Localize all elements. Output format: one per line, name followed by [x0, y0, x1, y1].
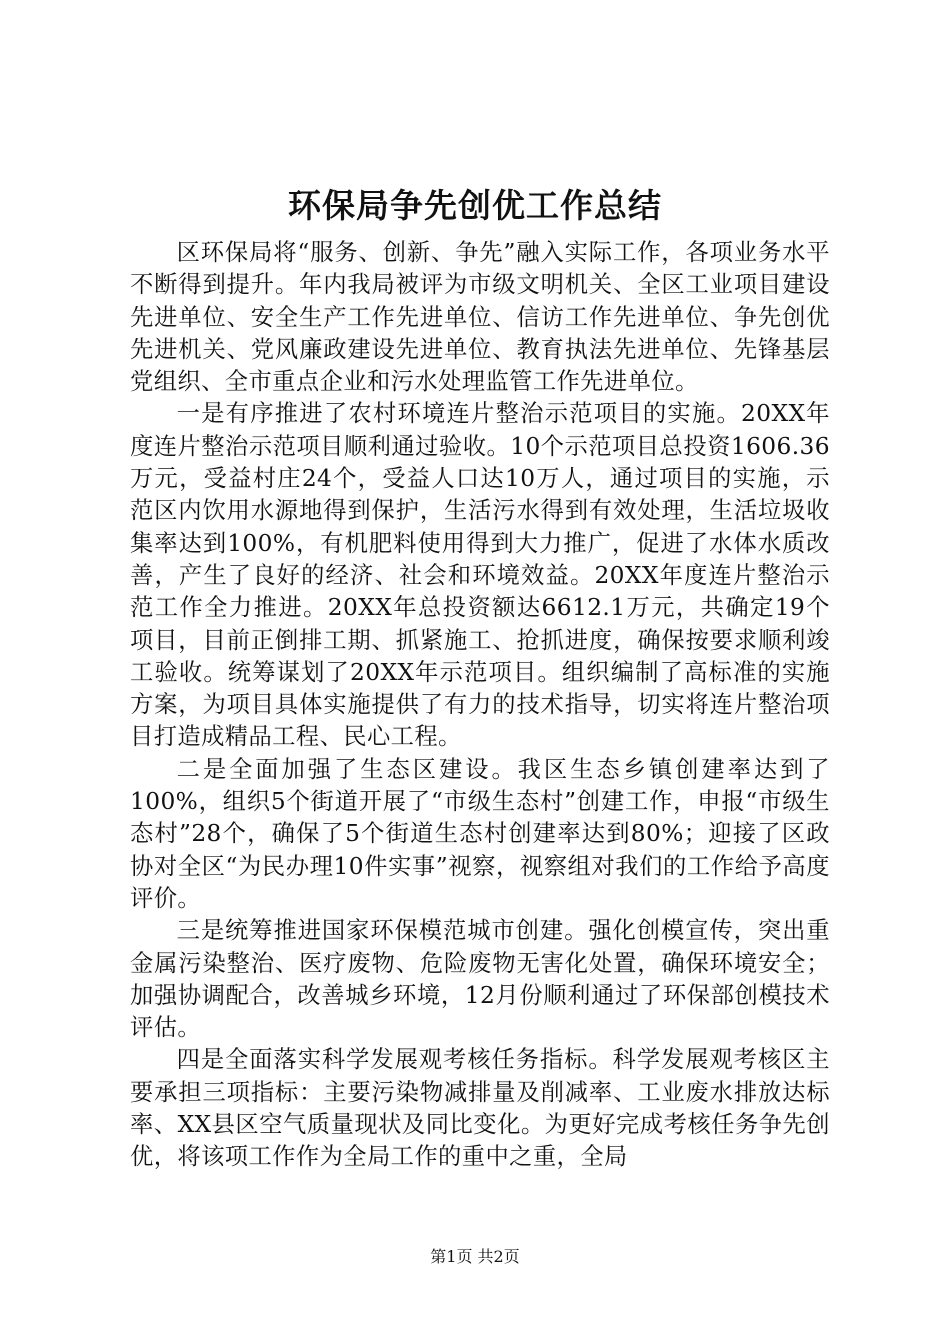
paragraph-intro: 区环保局将“服务、创新、争先”融入实际工作，各项业务水平不断得到提升。年内我局被评为市级文明机关、全区工业项目建设先进单位、安全生产工作先进单位、信访工作先进单位、争先创优先进机关、党风廉政建设先进单位、教育执法先进单位、先锋基层党组织、全市重点企业和污水处理监管工作先进单位。 [130, 239, 830, 396]
document-title: 环保局争先创优工作总结 [288, 186, 662, 225]
paragraph-model-city: 三是统筹推进国家环保模范城市创建。强化创模宣传，突出重金属污染整治、医疗废物、危险废物无害化处置，确保环境安全；加强协调配合，改善城乡环境，12月份顺利通过了环保部创模技术评估。 [130, 917, 830, 1042]
paragraph-ecological-district: 二是全面加强了生态区建设。我区生态乡镇创建率达到了100%，组织5个街道开展了“市级生态村”创建工作，申报“市级生态村”28个，确保了5个街道生态村创建率达到80%；迎接了区政协对全区“为民办理10件实事”视察，视察组对我们的工作给予高度评价。 [130, 755, 830, 912]
paragraph-assessment-indicators: 四是全面落实科学发展观考核任务指标。科学发展观考核区主要承担三项指标：主要污染物减排量及削减率、工业废水排放达标率、XX县区空气质量现状及同比变化。为更好完成考核任务争先创优，将该项工作作为全局工作的重中之重，全局 [130, 1046, 830, 1171]
page-number-footer: 第1页 共2页 [430, 1247, 520, 1266]
document-body [130, 237, 830, 1174]
paragraph-rural-environment: 一是有序推进了农村环境连片整治示范项目的实施。20XX年度连片整治示范项目顺利通过验收。10个示范项目总投资1606.36万元，受益村庄24个，受益人口达10万人，通过项目的实施，示范区内饮用水源地得到保护，生活污水得到有效处理，生活垃圾收集率达到100%，有机肥料使用得到大力推广，促进了水体水质改善，产生了良好的经济、社会和环境效益。20XX年度连片整治示范工作全力推进。20XX年总投资额达6612.1万元，共确定19个项目，目前正倒排工期、抓紧施工、抢抓进度，确保按要求顺利竣工验收。统筹谋划了20XX年示范项目。组织编制了高标准的实施方案，为项目具体实施提供了有力的技术指导，切实将连片整治项目打造成精品工程、民心工程。 [130, 400, 830, 751]
